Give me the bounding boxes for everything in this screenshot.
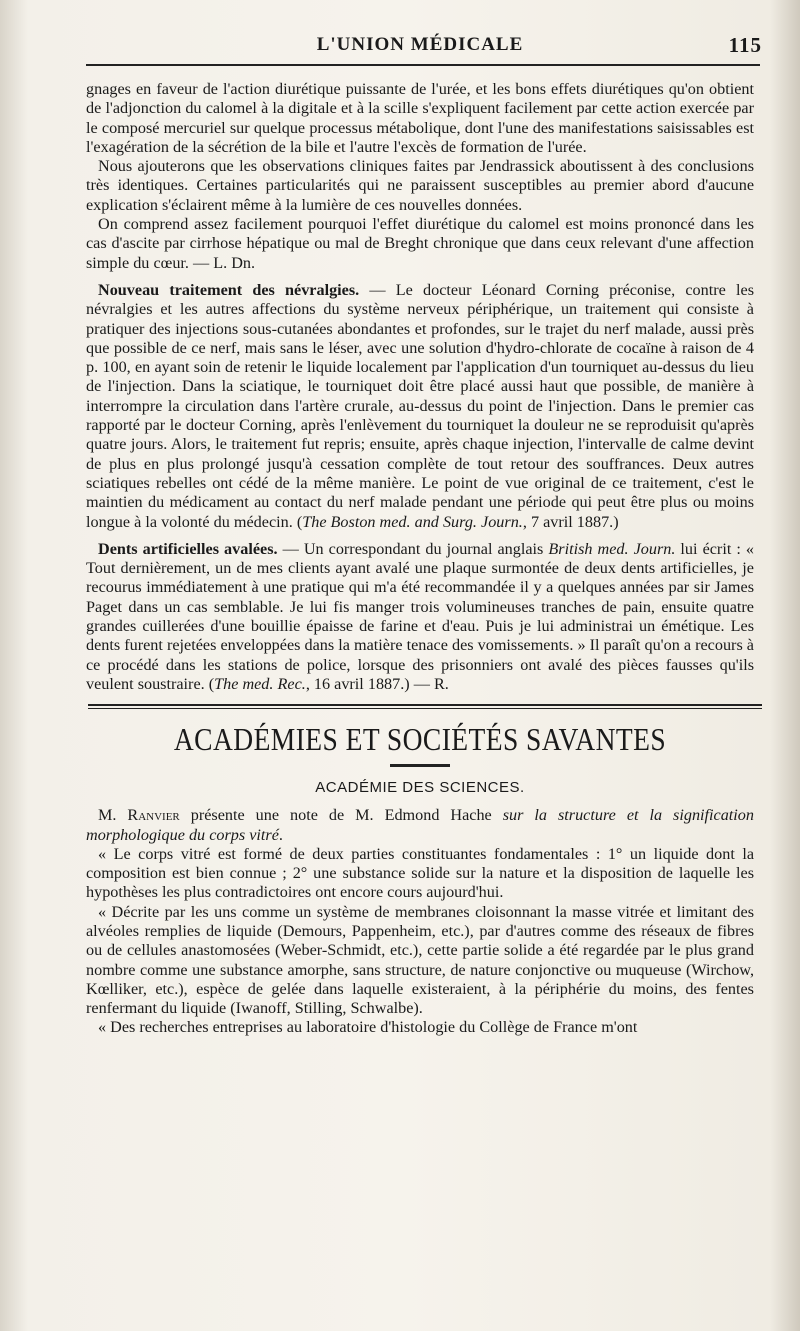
ranvier-text-a: présente une note de M. Edmond Hache bbox=[179, 806, 503, 825]
dents-citation-end: , 16 avril 1887.) — R. bbox=[305, 674, 449, 693]
ranvier-note-title: sur la structure et la signification morphologique du corps vitré bbox=[86, 806, 754, 844]
paragraph-jendrassick: Nous ajouterons que les observations cliniques faites par Jendrassick aboutissent à des conclusions très identiques. Certaines particularités qui ne paraissent susceptibles au premier abord d'aucune explication s'éclairent même à la lumière de ces nouvelles données. bbox=[86, 157, 754, 214]
academie-body bbox=[86, 806, 754, 1038]
section-title-rule bbox=[390, 764, 450, 767]
dents-heading: Dents artificielles avalées. bbox=[98, 539, 278, 558]
paragraph-partie-solide: « Décrite par les uns comme un système de membranes cloisonnant la masse vitrée et limitant des alvéoles remplies de liquide (Demours, Pappenheim, etc.), par d'autres comme des réseaux de fibres ou de cellules anastomosées (Weber-Schmidt, etc.), cette partie solide a été regardée par le plus grand nombre comme une substance amorphe, sans structure, de nature conjonctive ou muqueuse (Wirchow, Kœlliker, etc.), espèce de gelée dans laquelle existeraient, à la périphérie du moins, des fentes renfermant du liquide (Iwanoff, Stilling, Schwalbe). bbox=[86, 902, 754, 1018]
dents-citation: The med. Rec. bbox=[214, 674, 306, 693]
article-nevralgies bbox=[86, 281, 754, 532]
running-head bbox=[86, 30, 762, 60]
paragraph-calomel: On comprend assez facilement pourquoi l'effet diurétique du calomel est moins prononcé dans les cas d'ascite par cirrhose hépatique ou mal de Breght chronique que dans ceux relevant d'une affection simple du cœur. — L. Dn. bbox=[86, 215, 754, 272]
section-divider bbox=[88, 704, 762, 709]
article-dents bbox=[86, 540, 754, 694]
dents-journal: British med. Journ. bbox=[548, 539, 676, 558]
subsection-title: ACADÉMIE DES SCIENCES. bbox=[315, 779, 525, 797]
dents-text-a: — Un correspondant du journal anglais bbox=[277, 539, 549, 558]
article-body bbox=[86, 80, 754, 694]
nevralgies-citation-end: , 7 avril 1887.) bbox=[522, 512, 619, 531]
ranvier-name: M. Ranvier bbox=[98, 806, 180, 825]
page-number: 115 bbox=[728, 33, 762, 57]
nevralgies-heading: Nouveau traitement des névralgies. bbox=[98, 280, 360, 299]
paragraph-uree: gnages en faveur de l'action diurétique puissante de l'urée, et les bons effets diurétiques qu'on obtient de l'adjonction du calomel à la digitale et à la scille s'expliquent facilement par cette action exercée par le composé mercuriel sur quelque processus métabolique, dont l'une des manifestations saisissables est l'exagération de la sécrétion de la bile et l'autre l'excès de formation de l'urée. bbox=[86, 80, 754, 156]
nevralgies-text: — Le docteur Léonard Corning préconise, contre les névralgies et les autres affections du système nerveux périphérique, un traitement qui consiste à pratiquer des injections sous-cutanées abondantes et profondes, sur le trajet du nerf malade, aussi près que possible de ce nerf, mais sans le léser, avec une solution d'hydro-chlorate de cocaïne à raison de 4 p. 100, en ayant soin de retenir le liquide localement par l'application d'un tourniquet au-dessus du lieu de l'injection. Dans la sciatique, le tourniquet doit être placé aussi haut que possible, de manière à interrompre la circulation dans l'artère crurale, au-dessus du point de l'injection. Dans le premier cas rapporté par le docteur Corning, après l'enlèvement du tourniquet la douleur ne se reproduisit qu'après quatre jours. Alors, le traitement fut repris; ensuite, après chaque injection, l'intervalle de calme devint de plus en plus prolongé jusqu'à cessation complète de tout retour des souffrances. Deux autres sciatiques rebelles ont cédé de la même manière. Le point de vue original de ce traitement, c'est le maintien du médicament au contact du nerf malade pendant une période qui peut être plus ou moins longue à la volonté du médecin. ( bbox=[86, 280, 754, 531]
journal-title: L'UNION MÉDICALE bbox=[316, 34, 524, 55]
paragraph-corps-vitre: « Le corps vitré est formé de deux parties constituantes fondamentales : 1° un liquide dont la composition est bien connue ; 2° une substance solide sur la nature et la disposition de laquelle les hypothèses les plus contradictoires ont encore cours aujourd'hui. bbox=[86, 844, 754, 902]
dents-text-b: lui écrit : « Tout dernièrement, un de mes clients ayant avalé une plaque surmontée de deux dents artificielles, je recourus immédiatement à une pratique qui m'a été recommandée il y a quelques années par sir James Paget dans un cas semblable. Je lui fis manger trois volumineuses tranches de pain, ensuite quatre grandes cuillerées d'une bouillie épaisse de farine et d'eau. Puis je lui administrai un émétique. Les dents furent rejetées enveloppées dans la matière tenace des vomissements. » Il paraît qu'on a recours à ce procédé dans les stations de police, lorsque des prisonniers ont avalé des pièces fausses qu'ils veulent soustraire. ( bbox=[86, 539, 754, 693]
header-rule bbox=[86, 64, 760, 66]
nevralgies-citation: The Boston med. and Surg. Journ. bbox=[302, 512, 523, 531]
ranvier-intro bbox=[86, 806, 754, 845]
paragraph-recherches: « Des recherches entreprises au laboratoire d'histologie du Collège de France m'ont bbox=[98, 1018, 638, 1037]
section-title: ACADÉMIES ET SOCIÉTÉS SAVANTES bbox=[173, 721, 667, 758]
ranvier-text-b: . bbox=[278, 825, 283, 844]
